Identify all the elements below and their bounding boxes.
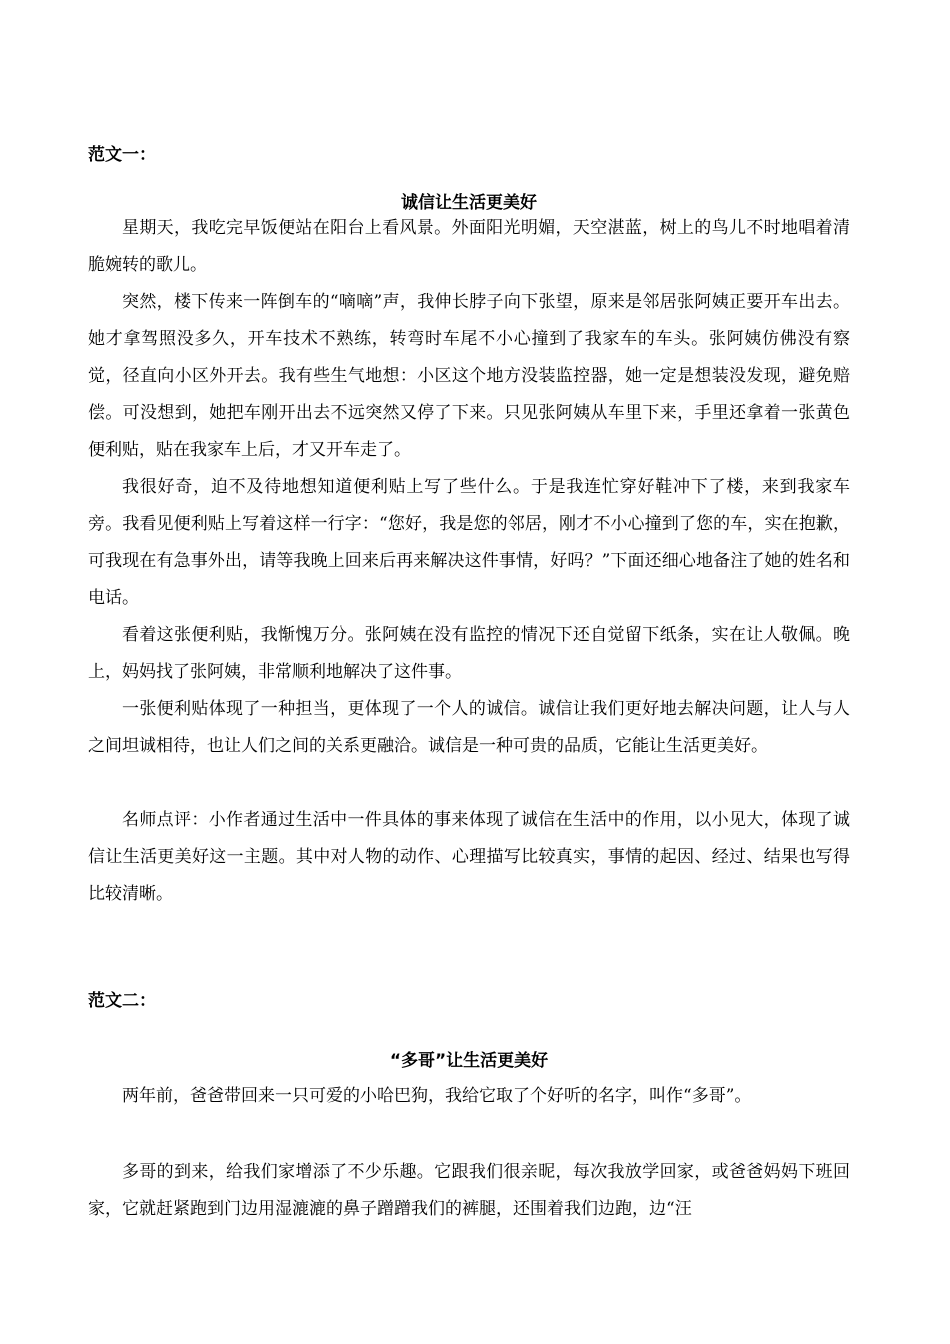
essay2-paragraph-2: 多哥的到来，给我们家增添了不少乐趣。它跟我们很亲昵，每次我放学回家，或爸爸妈妈下班回家，它就赶紧跑到门边用湿漉漉的鼻子蹭蹭我们的裤腿，还围着我们边跑，边“汪 <box>88 1162 850 1219</box>
essay1-paragraph-1: 星期天，我吃完早饭便站在阳台上看风景。外面阳光明媚，天空湛蓝，树上的鸟儿不时地唱着清脆婉转的歌儿。 <box>88 218 850 275</box>
essay2-label: 范文二： <box>88 991 156 1011</box>
essay1-label: 范文一： <box>88 145 156 165</box>
essay2-paragraph-1: 两年前，爸爸带回来一只可爱的小哈巴狗，我给它取了个好听的名字，叫作“多哥”。 <box>122 1086 752 1106</box>
essay1-title: 诚信让生活更美好 <box>401 193 537 213</box>
essay1-paragraph-2: 突然，楼下传来一阵倒车的“嘀嘀”声，我伸长脖子向下张望，原来是邻居张阿姨正要开车出去。她才拿驾照没多久，开车技术不熟练，转弯时车尾不小心撞到了我家车的车头。张阿姨仿佛没有察觉，径直向小区外开去。我有些生气地想：小区这个地方没装监控器，她一定是想装没发现，避免赔偿。可没想到，她把车刚开出去不远突然又停了下来。只见张阿姨从车里下来，手里还拿着一张黄色便利贴，贴在我家车上后，才又开车走了。 <box>88 292 850 460</box>
essay1-paragraph-4: 看着这张便利贴，我惭愧万分。张阿姨在没有监控的情况下还自觉留下纸条，实在让人敬佩。晚上，妈妈找了张阿姨，非常顺利地解决了这件事。 <box>88 625 850 682</box>
essay1-paragraph-5: 一张便利贴体现了一种担当，更体现了一个人的诚信。诚信让我们更好地去解决问题，让人与人之间坦诚相待，也让人们之间的关系更融洽。诚信是一种可贵的品质，它能让生活更美好。 <box>88 699 850 756</box>
essay2-title: “多哥”让生活更美好 <box>389 1051 549 1071</box>
essay1-paragraph-3: 我很好奇，迫不及待地想知道便利贴上写了些什么。于是我连忙穿好鞋冲下了楼，来到我家车旁。我看见便利贴上写着这样一行字：“您好，我是您的邻居，刚才不小心撞到了您的车，实在抱歉，可我现在有急事外出，请等我晚上回来后再来解决这件事情，好吗？”下面还细心地备注了她的姓名和电话。 <box>88 477 850 608</box>
essay1-review: 名师点评：小作者通过生活中一件具体的事来体现了诚信在生活中的作用，以小见大，体现了诚信让生活更美好这一主题。其中对人物的动作、心理描写比较真实，事情的起因、经过、结果也写得比较清晰。 <box>88 810 850 904</box>
